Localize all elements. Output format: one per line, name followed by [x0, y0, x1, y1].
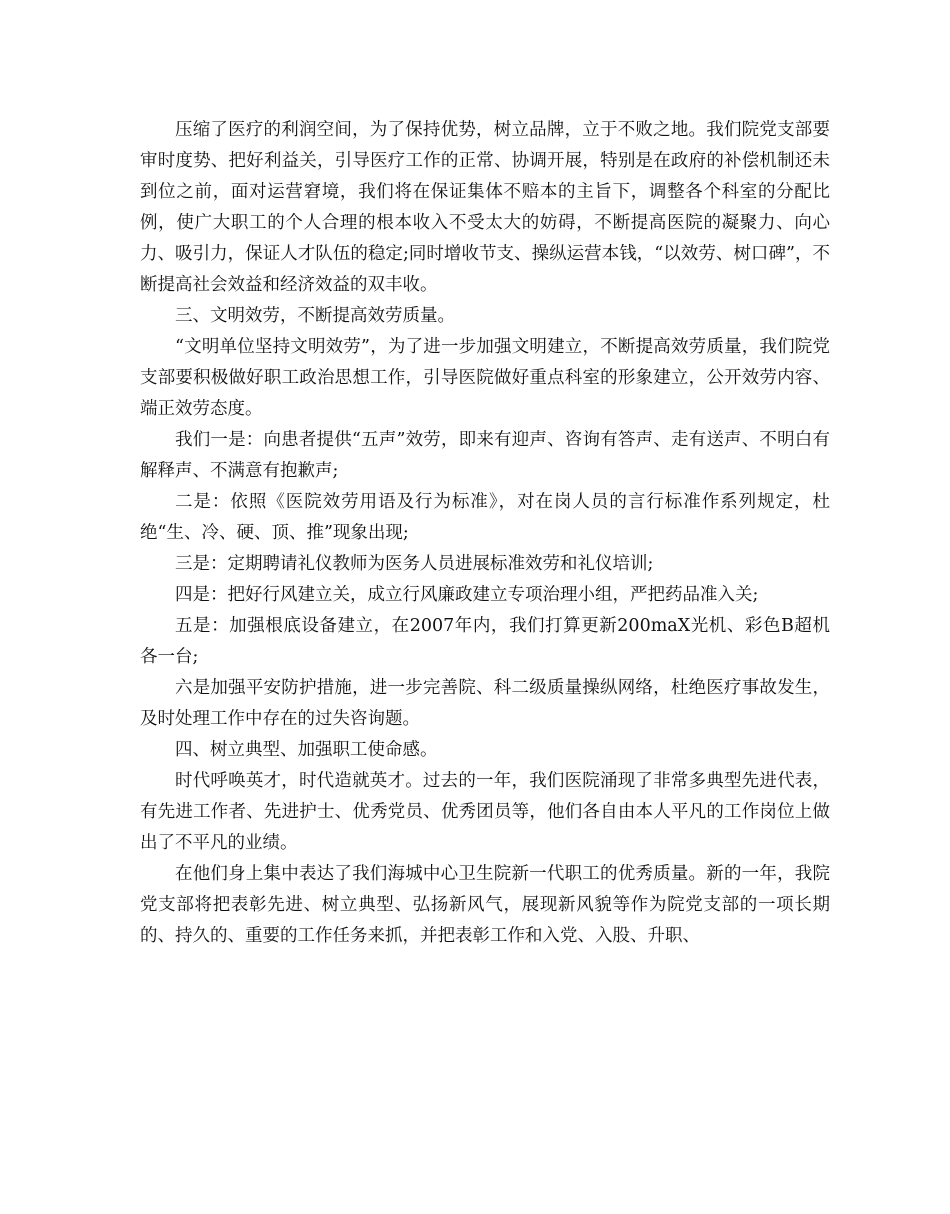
document-body [140, 115, 830, 952]
paragraph-talent: 时代呼唤英才，时代造就英才。过去的一年，我们医院涌现了非常多典型先进代表，有先进工作者、先进护士、优秀党员、优秀团员等，他们各自由本人平凡的工作岗位上做出了不平凡的业绩。 [140, 771, 830, 853]
heading-civilized-service: 三、文明效劳，不断提高效劳质量。 [175, 306, 455, 326]
paragraph-item-one: 我们一是：向患者提供“五声”效劳，即来有迎声、咨询有答声、走有送声、不明白有解释声、不满意有抱歉声; [140, 430, 830, 481]
paragraph-item-five: 五是：加强根底设备建立，在2007年内，我们打算更新200maX光机、彩色B超机各一台; [140, 616, 830, 667]
paragraph-profit-space: 压缩了医疗的利润空间，为了保持优势，树立品牌，立于不败之地。我们院党支部要审时度势、把好利益关，引导医疗工作的正常、协调开展，特别是在政府的补偿机制还未到位之前，面对运营窘境，我们将在保证集体不赔本的主旨下，调整各个科室的分配比例，使广大职工的个人合理的根本收入不受太大的妨碍，不断提高医院的凝聚力、向心力、吸引力，保证人才队伍的稳定;同时增收节支、操纵运营本钱，“以效劳、树口碑”，不断提高社会效益和经济效益的双丰收。 [140, 120, 830, 295]
paragraph-item-four: 四是：把好行风建立关，成立行风廉政建立专项治理小组，严把药品准入关; [175, 585, 759, 605]
paragraph-item-two: 二是：依照《医院效劳用语及行为标准》，对在岗人员的言行标准作系列规定，杜绝“生、冷、硬、顶、推”现象出现; [140, 492, 830, 543]
paragraph-quality: 在他们身上集中表达了我们海城中心卫生院新一代职工的优秀质量。新的一年，我院党支部将把表彰先进、树立典型、弘扬新风气，展现新风貌等作为院党支部的一项长期的、持久的、重要的工作任务来抓，并把表彰工作和入党、入股、升职、 [140, 864, 830, 946]
paragraph-item-three: 三是：定期聘请礼仪教师为医务人员进展标准效劳和礼仪培训; [175, 554, 654, 574]
heading-role-models: 四、树立典型、加强职工使命感。 [175, 740, 438, 760]
paragraph-item-six: 六是加强平安防护措施，进一步完善院、科二级质量操纵网络，杜绝医疗事故发生，及时处理工作中存在的过失咨询题。 [140, 678, 830, 729]
paragraph-civilized-unit: “文明单位坚持文明效劳”，为了进一步加强文明建立，不断提高效劳质量，我们院党支部要积极做好职工政治思想工作，引导医院做好重点科室的形象建立，公开效劳内容、端正效劳态度。 [140, 337, 830, 419]
